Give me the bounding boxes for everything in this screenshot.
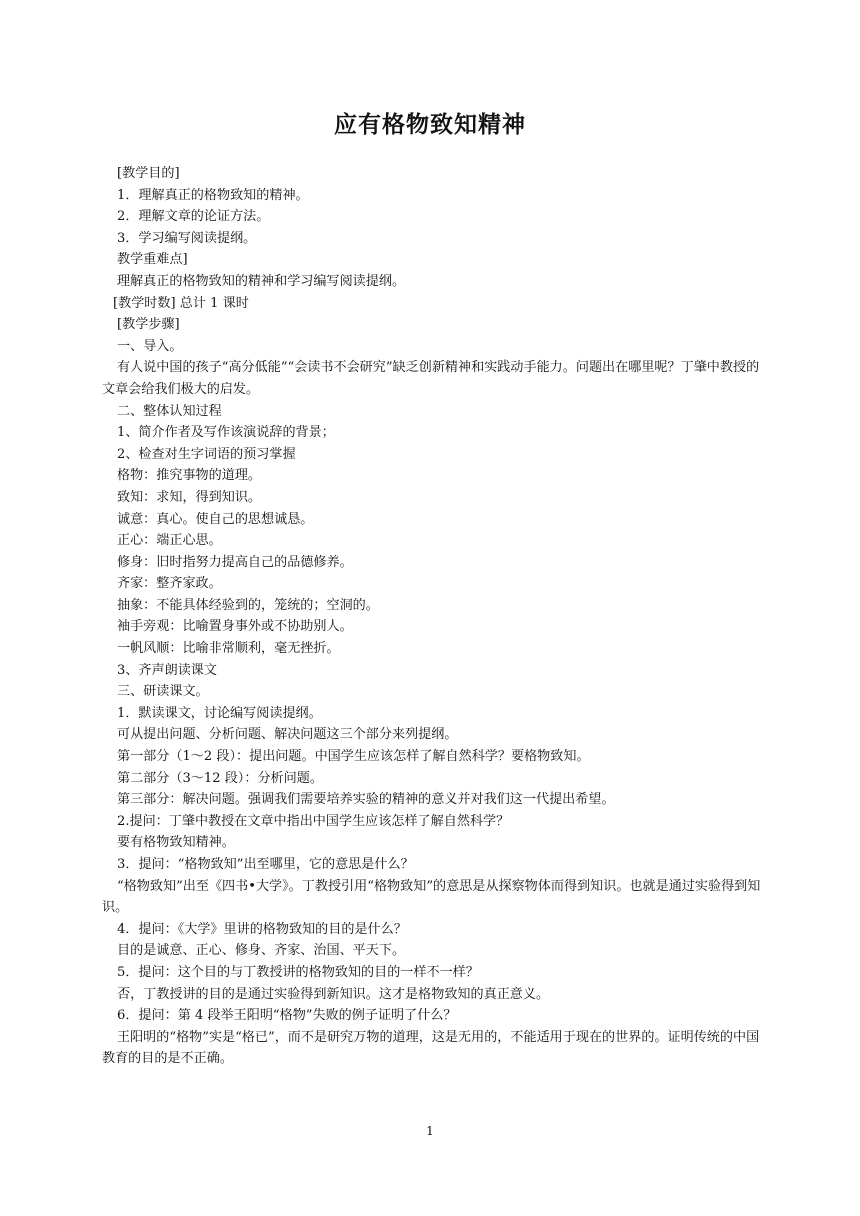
paragraph: 5．提问：这个目的与丁教授讲的格物致知的目的一样不一样？ bbox=[117, 964, 479, 980]
paragraph: 1．默读课文，讨论编写阅读提纲。 bbox=[117, 705, 322, 721]
paragraph: 格物：推究事物的道理。 bbox=[117, 468, 262, 484]
document-body bbox=[102, 163, 762, 1070]
paragraph: 正心：端正心思。 bbox=[117, 533, 222, 549]
paragraph: 目的是诚意、正心、修身、齐家、治国、平天下。 bbox=[117, 943, 406, 959]
paragraph: 王阳明的“格物”实是“格已”，而不是研究万物的道理，这是无用的，不能适用于现在的世界的。证明传统的中国教育的目的是不正确。 bbox=[102, 1029, 760, 1067]
paragraph: 有人说中国的孩子“高分低能”“会读书不会研究”缺乏创新精神和实践动手能力。问题出在哪里呢？丁肇中教授的文章会给我们极大的启发。 bbox=[102, 360, 760, 397]
page-number: 1 bbox=[426, 1124, 434, 1138]
paragraph: [教学时数] 总计 1 课时 bbox=[113, 295, 249, 311]
paragraph: 1、简介作者及写作该演说辞的背景； bbox=[117, 425, 335, 441]
paragraph: [教学步骤] bbox=[117, 317, 180, 333]
paragraph: [教学目的] bbox=[117, 166, 180, 181]
paragraph: 第二部分（3～12 段）：分析问题。 bbox=[117, 770, 323, 786]
paragraph: 2、检查对生字词语的预习掌握 bbox=[117, 446, 296, 462]
paragraph: 一帆风顺：比喻非常顺利，毫无挫折。 bbox=[117, 641, 340, 657]
paragraph: 3．提问：“格物致知”出至哪里，它的意思是什么？ bbox=[117, 857, 414, 872]
paragraph: 袖手旁观：比喻置身事外或不协助别人。 bbox=[117, 619, 353, 635]
paragraph: 二、整体认知过程 bbox=[117, 403, 222, 419]
paragraph: 诚意：真心。使自己的思想诚恳。 bbox=[117, 511, 314, 527]
paragraph: 理解真正的格物致知的精神和学习编写阅读提纲。 bbox=[117, 273, 406, 289]
paragraph: “格物致知”出至《四书•大学》。丁教授引用“格物致知”的意思是从探察物体而得到知识。也就是通过实验得到知识。 bbox=[102, 878, 761, 916]
paragraph: 修身：旧时指努力提高自己的品德修养。 bbox=[117, 554, 353, 570]
paragraph: 要有格物致知精神。 bbox=[117, 835, 235, 851]
paragraph: 致知：求知，得到知识。 bbox=[117, 489, 262, 505]
paragraph: 三、研读课文。 bbox=[117, 684, 209, 700]
paragraph: 3、齐声朗读课文 bbox=[117, 662, 217, 678]
paragraph: 6．提问：第 4 段举王阳明“格物”失败的例子证明了什么？ bbox=[117, 1008, 457, 1024]
paragraph: 3．学习编写阅读提纲。 bbox=[117, 230, 257, 246]
paragraph: 4．提问：《大学》里讲的格物致知的目的是什么？ bbox=[117, 921, 407, 937]
paragraph: 2．理解文章的论证方法。 bbox=[117, 209, 270, 225]
paragraph: 抽象：不能具体经验到的，笼统的；空洞的。 bbox=[117, 597, 379, 613]
paragraph: 否，丁教授讲的目的是通过实验得到新知识。这才是格物致知的真正意义。 bbox=[117, 986, 550, 1002]
paragraph: 可从提出问题、分析问题、解决问题这三个部分来列提纲。 bbox=[117, 727, 458, 743]
paragraph: 第三部分：解决问题。强调我们需要培养实验的精神的意义并对我们这一代提出希望。 bbox=[117, 792, 615, 808]
paragraph: 齐家：整齐家政。 bbox=[117, 576, 222, 592]
paragraph: 教学重难点] bbox=[117, 252, 188, 268]
document-title: 应有格物致知精神 bbox=[334, 112, 526, 138]
paragraph: 一、导入。 bbox=[117, 338, 183, 354]
paragraph: 2.提问：丁肇中教授在文章中指出中国学生应该怎样了解自然科学？ bbox=[117, 813, 510, 829]
paragraph: 1．理解真正的格物致知的精神。 bbox=[117, 187, 309, 203]
paragraph: 第一部分（1～2 段）：提出问题。中国学生应该怎样了解自然科学？要格物致知。 bbox=[117, 749, 590, 765]
